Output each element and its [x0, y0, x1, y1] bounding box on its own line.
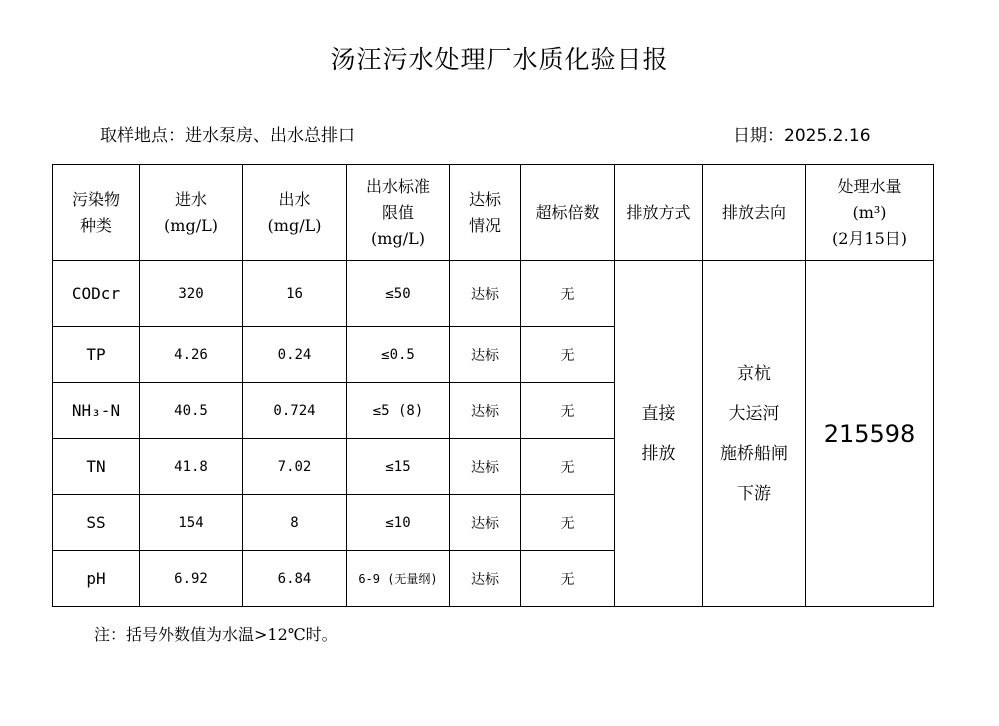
header-limit: 出水标准 限值 (mg/L) [347, 165, 450, 261]
pollutant-name: TN [53, 439, 140, 495]
discharge-destination: 京杭 大运河 施桥船闸 下游 [703, 261, 806, 607]
compliance-status: 达标 [450, 439, 521, 495]
outflow-value: 6.84 [243, 551, 347, 607]
compliance-status: 达标 [450, 551, 521, 607]
compliance-status: 达标 [450, 327, 521, 383]
limit-value: 6-9 (无量纲) [347, 551, 450, 607]
exceed-multiple: 无 [521, 551, 615, 607]
inflow-value: 40.5 [140, 383, 243, 439]
report-title: 汤汪污水处理厂水质化验日报 [330, 45, 669, 74]
pollutant-name: SS [53, 495, 140, 551]
outflow-value: 16 [243, 261, 347, 327]
limit-value: ≤15 [347, 439, 450, 495]
header-volume: 处理水量 (m³) (2月15日) [806, 165, 934, 261]
water-quality-table [52, 164, 934, 607]
sampling-location: 取样地点：进水泵房、出水总排口 [100, 126, 355, 146]
pollutant-name: TP [53, 327, 140, 383]
outflow-value: 0.724 [243, 383, 347, 439]
pollutant-name: NH₃-N [53, 383, 140, 439]
header-row [53, 165, 934, 261]
pollutant-name: CODcr [53, 261, 140, 327]
header-discharge-method: 排放方式 [615, 165, 703, 261]
treated-volume: 215598 [806, 261, 934, 607]
inflow-value: 320 [140, 261, 243, 327]
exceed-multiple: 无 [521, 383, 615, 439]
outflow-value: 7.02 [243, 439, 347, 495]
table-row [53, 261, 934, 327]
inflow-value: 6.92 [140, 551, 243, 607]
header-outflow: 出水 (mg/L) [243, 165, 347, 261]
outflow-value: 0.24 [243, 327, 347, 383]
outflow-value: 8 [243, 495, 347, 551]
exceed-multiple: 无 [521, 327, 615, 383]
exceed-multiple: 无 [521, 261, 615, 327]
header-discharge-dest: 排放去向 [703, 165, 806, 261]
header-inflow: 进水 (mg/L) [140, 165, 243, 261]
inflow-value: 154 [140, 495, 243, 551]
exceed-multiple: 无 [521, 439, 615, 495]
pollutant-name: pH [53, 551, 140, 607]
header-pollutant: 污染物 种类 [53, 165, 140, 261]
limit-value: ≤10 [347, 495, 450, 551]
inflow-value: 41.8 [140, 439, 243, 495]
limit-value: ≤50 [347, 261, 450, 327]
limit-value: ≤5 (8) [347, 383, 450, 439]
inflow-value: 4.26 [140, 327, 243, 383]
header-compliance: 达标 情况 [450, 165, 521, 261]
limit-value: ≤0.5 [347, 327, 450, 383]
discharge-method: 直接 排放 [615, 261, 703, 607]
exceed-multiple: 无 [521, 495, 615, 551]
footnote: 注：括号外数值为水温>12℃时。 [94, 625, 338, 644]
compliance-status: 达标 [450, 383, 521, 439]
compliance-status: 达标 [450, 261, 521, 327]
header-exceed: 超标倍数 [521, 165, 615, 261]
report-date: 日期：2025.2.16 [733, 126, 871, 146]
compliance-status: 达标 [450, 495, 521, 551]
